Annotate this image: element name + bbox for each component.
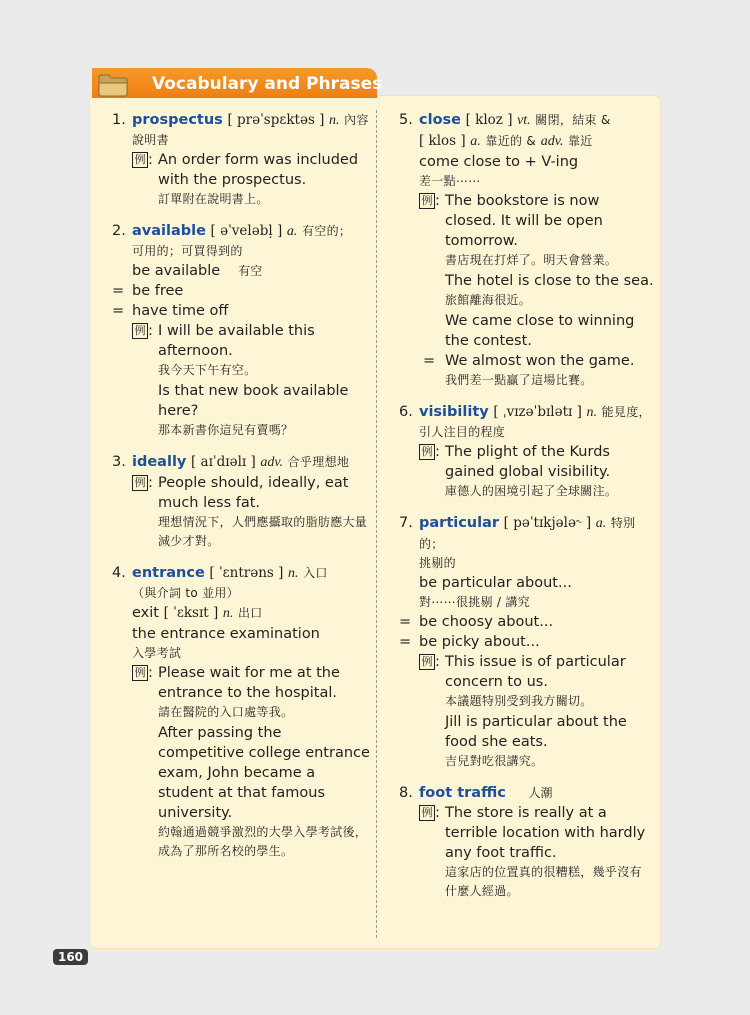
definition-zh-cont: 挑剔的 — [419, 556, 456, 570]
example-mark: 例 — [132, 323, 148, 339]
example-translation: 書店現在打烊了。明天會營業。 — [445, 253, 618, 267]
part-of-speech: n. — [329, 113, 340, 128]
part-of-speech: n. — [288, 566, 299, 581]
entry-number: 8. — [399, 785, 413, 801]
definition-zh: 合乎理想地 — [287, 455, 350, 469]
definition-zh: 內容 — [344, 113, 369, 127]
example-translation: 旅館離海很近。 — [445, 293, 532, 307]
example-translation: 那本新書你這兒有賣嗎？ — [158, 423, 294, 437]
headword: visibility — [419, 404, 489, 420]
example-translation: 吉兒對吃很講究。 — [445, 754, 544, 768]
phrase-zh: 對⋯⋯很挑剔 / 講究 — [419, 595, 530, 609]
usage-note: （與介詞 to 並用） — [132, 586, 239, 600]
synonym: be free — [132, 283, 184, 299]
related-word: exit — [132, 605, 159, 621]
vocab-entry-available: 2. available [ əˈveləbḷ ] a. 有空的； 可用的；可買得到的 be available 有空 = be free = have time off 例 : I will be available this afternoon. 我今天下午有空。 Is that new book available here? 那本新書你這兒有賣嗎？ — [112, 221, 370, 440]
part-of-speech: adv. — [540, 134, 564, 149]
example-translation: 請在醫院的入口處等我。 — [158, 705, 294, 719]
pronunciation: [ kloz ] — [465, 112, 513, 128]
part-of-speech: n. — [586, 405, 598, 420]
example-sentence: The plight of the Kurds gained global visibility. — [445, 444, 611, 480]
example-sentence: We came close to winning the contest. — [445, 313, 635, 349]
example-sentence: Is that new book available here? — [158, 383, 349, 419]
example-translation: 我們差一點贏了這場比賽。 — [445, 373, 593, 387]
example-mark: 例 — [132, 665, 148, 681]
example-block: 例 : Please wait for me at the entrance to the hospital. 請在醫院的入口處等我。 After passing the competitive college entrance exam, John became a student at that famous university. 約翰通過競爭激烈的大學入學考試後，成為了那所名校的學生。 — [132, 663, 370, 861]
phrase-zh: 有空 — [238, 264, 263, 278]
definition-zh-cont: 說明書 — [132, 133, 169, 147]
example-block: 例 : People should, ideally, eat much less fat. 理想情況下，人們應攝取的脂肪應大量減少才對。 — [132, 473, 370, 551]
example-mark: 例 — [132, 475, 148, 491]
folder-icon — [97, 72, 129, 97]
example-sentence: An order form was included with the prospectus. — [158, 152, 359, 188]
headword: prospectus — [132, 112, 223, 128]
vocab-entry-prospectus — [112, 110, 370, 209]
example-translation: 本議題特別受到我方關切。 — [445, 694, 593, 708]
column-divider — [376, 110, 377, 938]
entry-number: 4. — [112, 565, 126, 581]
example-block: 例 : The bookstore is now closed. It will be open tomorrow. 書店現在打烊了。明天會營業。 The hotel is close to the sea. 旅館離海很近。 We came close to winning the contest. = We almost won the game. 我們差一點贏了這場比賽。 — [419, 191, 654, 390]
pronunciation: [ ˈɛksɪt ] — [163, 605, 219, 621]
example-sentence: People should, ideally, eat much less fat. — [158, 475, 349, 511]
part-of-speech: a. — [286, 224, 298, 239]
right-column — [399, 110, 654, 902]
example-mark: 例 — [419, 654, 435, 670]
example-sentence: Please wait for me at the entrance to the hospital. — [158, 665, 340, 701]
synonym: We almost won the game. — [445, 353, 635, 369]
example-mark: 例 — [419, 805, 435, 821]
headword: entrance — [132, 565, 205, 581]
vocab-entry-foot-traffic — [399, 783, 654, 901]
vocab-entry-entrance — [112, 563, 370, 861]
phrase: be particular about... — [419, 575, 572, 591]
example-sentence: This issue is of particular concern to us. — [445, 654, 626, 690]
vocab-entry-visibility — [399, 402, 654, 501]
definition-zh: 特別的； — [419, 516, 636, 551]
part-of-speech: n. — [222, 606, 234, 621]
entry-number: 5. — [399, 112, 413, 128]
entry-number: 3. — [112, 454, 126, 470]
entry-number: 2. — [112, 223, 126, 239]
phrase: the entrance examination — [132, 626, 320, 642]
definition-zh-cont: 可用的；可買得到的 — [132, 244, 243, 258]
example-sentence: The bookstore is now closed. It will be open tomorrow. — [445, 193, 603, 249]
pronunciation: [ ˌvɪzəˈbɪlətɪ ] — [493, 404, 582, 420]
entry-number: 6. — [399, 404, 413, 420]
part-of-speech: adv. — [260, 455, 284, 470]
synonym: be choosy about... — [419, 614, 554, 630]
entry-number: 1. — [112, 112, 126, 128]
definition-zh-cont: 引人注目的程度 — [419, 425, 506, 439]
entry-number: 7. — [399, 515, 413, 531]
example-translation: 訂單附在說明書上。 — [158, 192, 269, 206]
vocab-entry-particular: 7. particular [ pəˈtɪkjələ˞ ] a. 特別的； 挑剔的 be particular about... 對⋯⋯很挑剔 / 講究 = be choosy about... = be picky about... 例 : This issue is of particular concern to us. 本議題特別受到我方關切。 Jill is particular about the food she eats. 吉兒對吃很講究。 — [399, 513, 654, 771]
phrase: come close to + V-ing — [419, 154, 579, 170]
phrase-zh: 入學考試 — [132, 646, 182, 660]
definition-zh: 靠近 — [567, 134, 593, 148]
definition-zh: 入口 — [303, 566, 328, 580]
example-translation: 我今天下午有空。 — [158, 363, 257, 377]
section-title: Vocabulary and Phrases — [152, 74, 383, 94]
left-column — [112, 110, 370, 862]
example-translation: 約翰通過競爭激烈的大學入學考試後，成為了那所名校的學生。 — [158, 825, 368, 858]
headword: close — [419, 112, 461, 128]
pronunciation: [ prəˈspɛktəs ] — [227, 112, 325, 128]
part-of-speech: a. — [470, 134, 481, 149]
phrase-zh: 差一點⋯⋯ — [419, 174, 481, 188]
headword: foot traffic — [419, 785, 506, 801]
example-translation: 理想情況下，人們應攝取的脂肪應大量減少才對。 — [158, 515, 368, 548]
part-of-speech: vt. — [517, 113, 531, 128]
example-translation: 這家店的位置真的很糟糕，幾乎沒有什麼人經過。 — [445, 865, 642, 898]
example-sentence: The hotel is close to the sea. — [445, 273, 654, 289]
example-mark: 例 — [419, 193, 435, 209]
part-of-speech: a. — [595, 516, 607, 531]
page-number: 160 — [53, 949, 88, 965]
example-mark: 例 — [419, 444, 435, 460]
vocab-entry-close — [399, 110, 654, 390]
definition-zh: 關閉，結束 & — [535, 113, 611, 127]
example-sentence: After passing the competitive college entrance exam, John became a student at that famous university. — [158, 725, 370, 821]
definition-zh: 人潮 — [528, 786, 553, 800]
synonym: have time off — [132, 303, 229, 319]
example-block: 例 : I will be available this afternoon. 我今天下午有空。 Is that new book available here? 那本新書你這兒有賣嗎？ — [132, 321, 370, 440]
pronunciation: [ ˈɛntrəns ] — [209, 565, 284, 581]
pronunciation: [ klos ] — [419, 133, 466, 149]
example-block: 例 : An order form was included with the prospectus. 訂單附在說明書上。 — [132, 150, 370, 209]
example-block: 例 : This issue is of particular concern to us. 本議題特別受到我方關切。 Jill is particular about the food she eats. 吉兒對吃很講究。 — [419, 652, 654, 771]
example-block: 例 : The store is really at a terrible location with hardly any foot traffic. 這家店的位置真的很糟糕，幾乎沒有什麼人經過。 — [419, 803, 654, 901]
pronunciation: [ pəˈtɪkjələ˞ ] — [503, 515, 592, 531]
synonym: be picky about... — [419, 634, 540, 650]
example-mark: 例 — [132, 152, 148, 168]
example-sentence: I will be available this afternoon. — [158, 323, 315, 359]
example-sentence: The store is really at a terrible location with hardly any foot traffic. — [445, 805, 646, 861]
phrase: be available — [132, 263, 221, 279]
pronunciation: [ aɪˈdɪəlɪ ] — [190, 454, 256, 470]
example-sentence: Jill is particular about the food she eats. — [445, 714, 627, 750]
pronunciation: [ əˈveləbḷ ] — [210, 223, 283, 239]
definition-zh: 有空的； — [301, 224, 352, 238]
definition-zh: 出口 — [237, 606, 263, 620]
example-block: 例 : The plight of the Kurds gained global visibility. 庫德人的困境引起了全球關注。 — [419, 442, 654, 501]
headword: available — [132, 223, 206, 239]
headword: ideally — [132, 454, 187, 470]
headword: particular — [419, 515, 500, 531]
example-translation: 庫德人的困境引起了全球關注。 — [445, 484, 618, 498]
definition-zh: 靠近的 & — [485, 134, 537, 148]
vocab-entry-ideally — [112, 452, 370, 551]
definition-zh: 能見度， — [601, 405, 651, 419]
